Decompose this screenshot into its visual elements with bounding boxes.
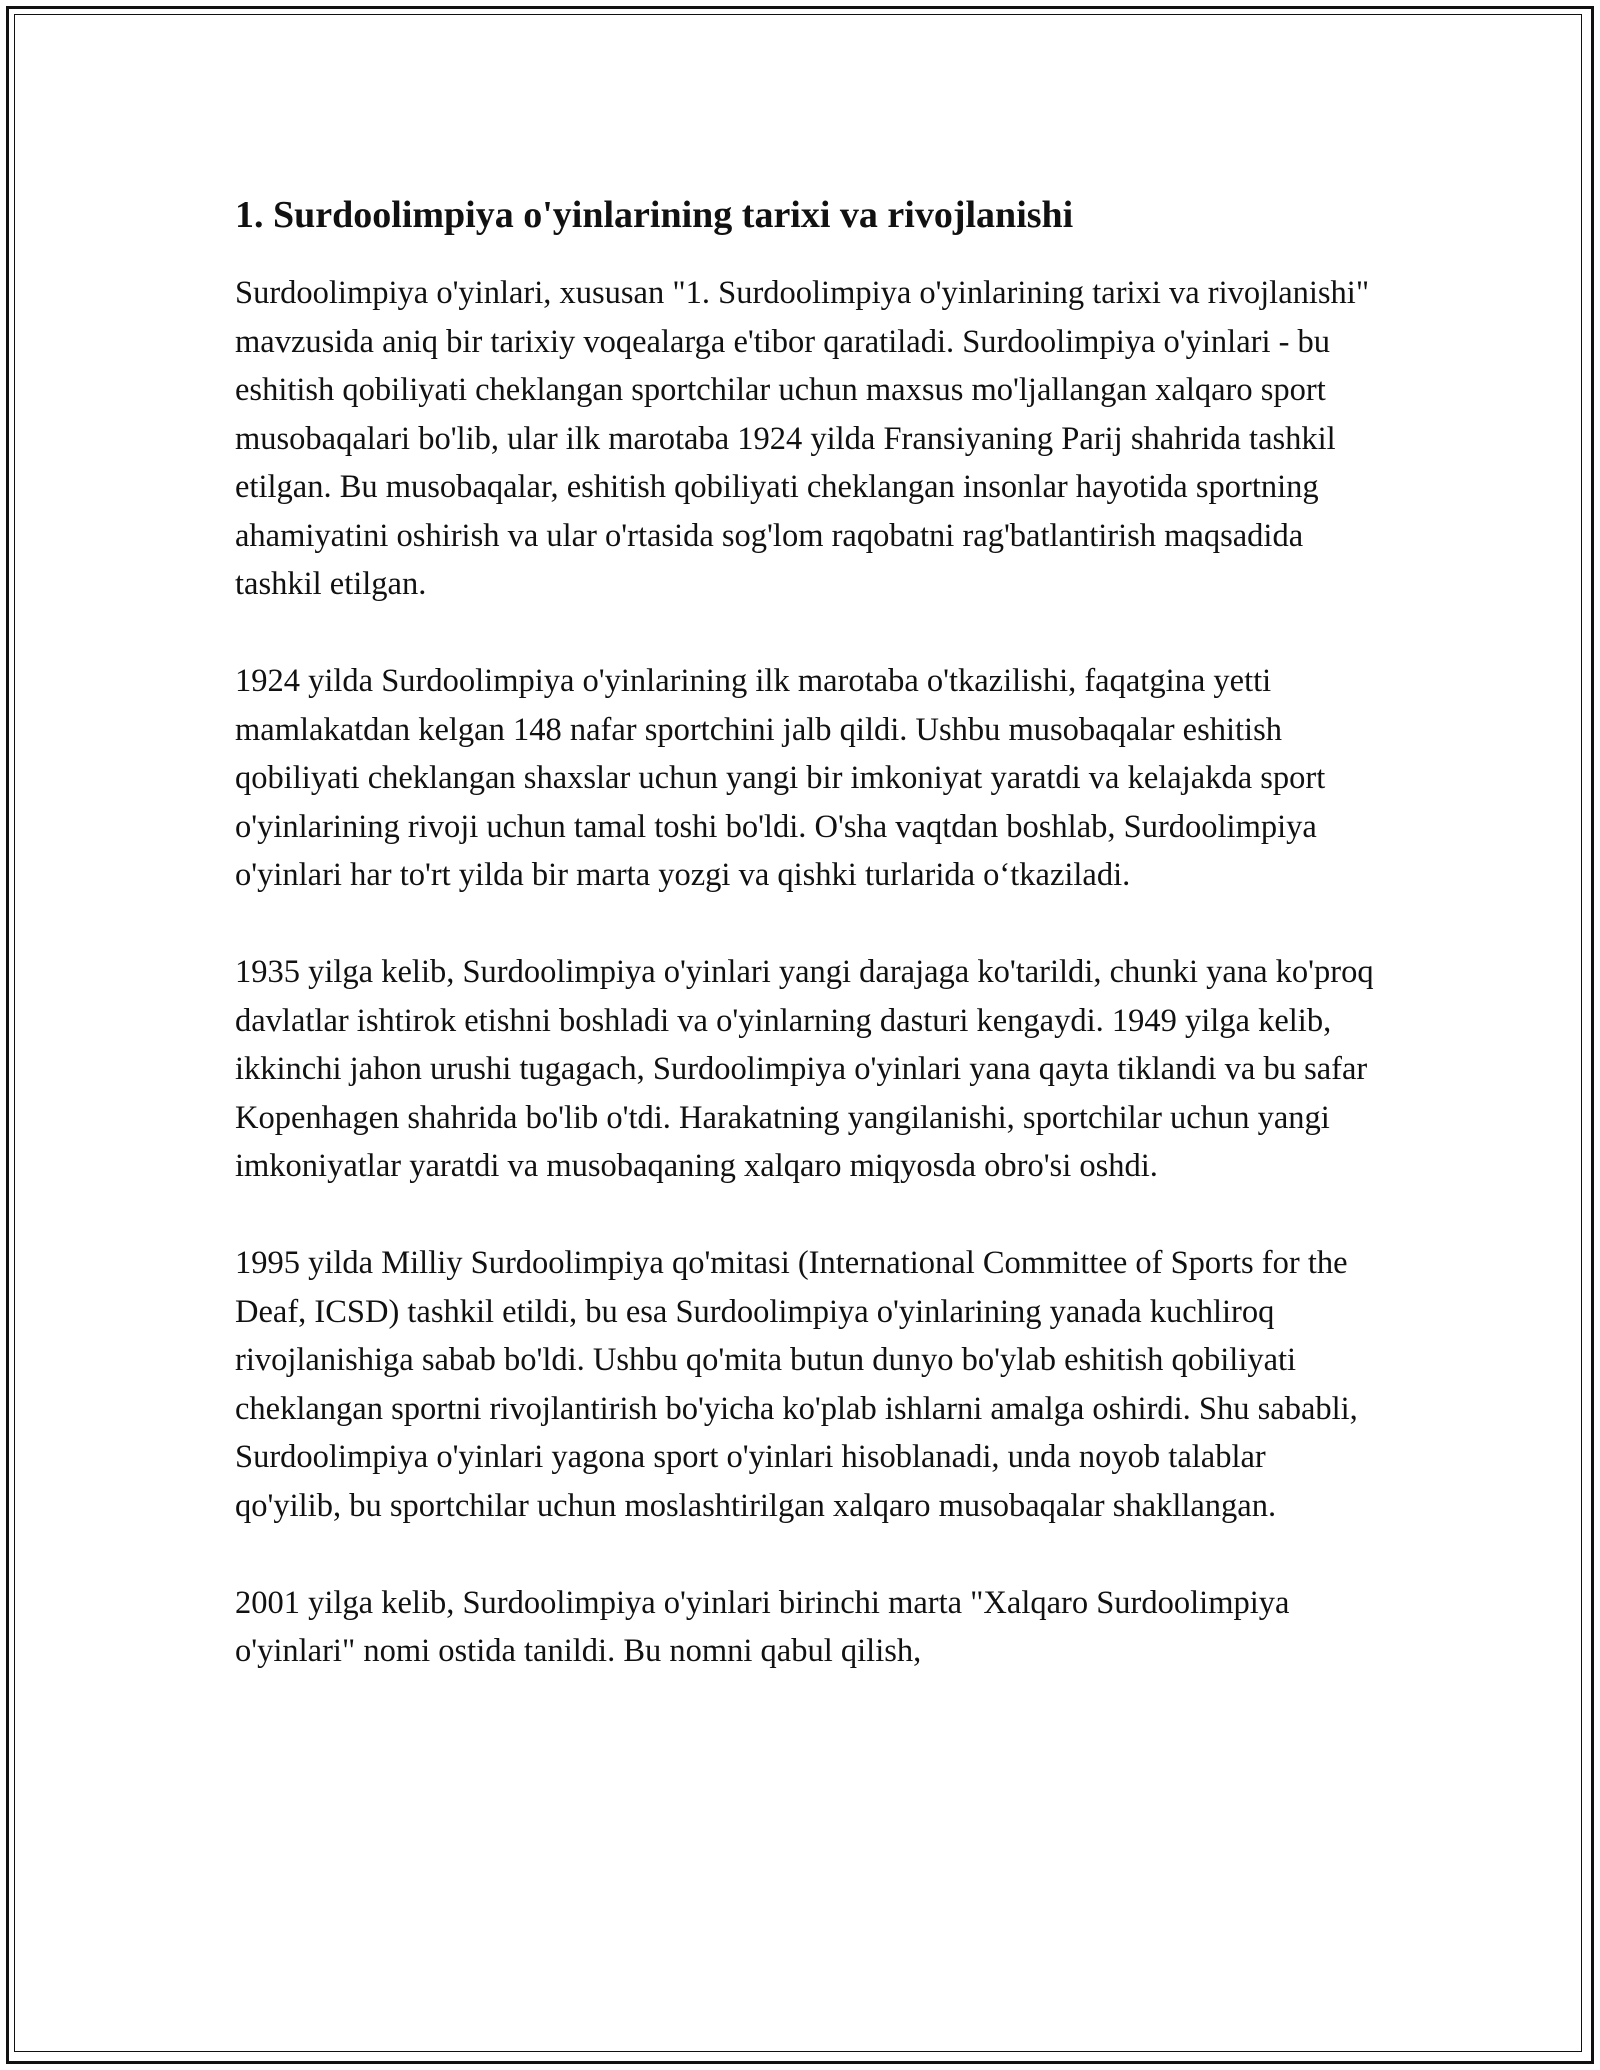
- section-heading: 1. Surdoolimpiya o'yinlarining tarixi va rivojlanishi: [235, 194, 1074, 236]
- paragraph-1: Surdoolimpiya o'yinlari, xususan "1. Surdoolimpiya o'yinlarining tarixi va rivojlanishi" mavzusida aniq bir tarixiy voqealarga e'tibor qaratiladi. Surdoolimpiya o'yinlari - bu eshitish qobiliyati cheklangan sportchilar uchun maxsus mo'ljallangan xalqaro sport musobaqalari bo'lib, ular ilk marotaba 1924 yilda Fransiyaning Parij shahrida tashkil etilgan. Bu musobaqalar, eshitish qobiliyati cheklangan insonlar hayotida sportning ahamiyatini oshirish va ular o'rtasida sog'lom raqobatni rag'batlantirish maqsadida tashkil etilgan.: [235, 275, 1370, 602]
- paragraph-2: 1924 yilda Surdoolimpiya o'yinlarining ilk marotaba o'tkazilishi, faqatgina yetti mamlakatdan kelgan 148 nafar sportchini jalb qildi. Ushbu musobaqalar eshitish qobiliyati cheklangan shaxslar uchun yangi bir imkoniyat yaratdi va kelajakda sport o'yinlarining rivoji uchun tamal toshi bo'ldi. O'sha vaqtdan boshlab, Surdoolimpiya o'yinlari har to'rt yilda bir marta yozgi va qishki turlarida o‘tkaziladi.: [235, 663, 1326, 893]
- paragraph-4: 1995 yilda Milliy Surdoolimpiya qo'mitasi (International Committee of Sports for the Deaf, ICSD) tashkil etildi, bu esa Surdoolimpiya o'yinlarining yanada kuchliroq rivojlanishiga sabab bo'ldi. Ushbu qo'mita butun dunyo bo'ylab eshitish qobiliyati cheklangan sportni rivojlantirish bo'yicha ko'plab ishlarni amalga oshirdi. Shu sababli, Surdoolimpiya o'yinlari yagona sport o'yinlari hisoblanadi, unda noyob talablar qo'yilib, bu sportchilar uchun moslashtirilgan xalqaro musobaqalar shakllangan.: [235, 1245, 1358, 1524]
- document-body: [235, 185, 1375, 1724]
- paragraph-3: 1935 yilga kelib, Surdoolimpiya o'yinlari yangi darajaga ko'tarildi, chunki yana ko'proq davlatlar ishtirok etishni boshladi va o'yinlarning dasturi kengaydi. 1949 yilga kelib, ikkinchi jahon urushi tugagach, Surdoolimpiya o'yinlari yana qayta tiklandi va bu safar Kopenhagen shahrida bo'lib o'tdi. Harakatning yangilanishi, sportchilar uchun yangi imkoniyatlar yaratdi va musobaqaning xalqaro miqyosda obro'si oshdi.: [235, 954, 1374, 1184]
- paragraph-5: 2001 yilga kelib, Surdoolimpiya o'yinlari birinchi marta "Xalqaro Surdoolimpiya o'yinlari" nomi ostida tanildi. Bu nomni qabul qilish,: [235, 1584, 1290, 1669]
